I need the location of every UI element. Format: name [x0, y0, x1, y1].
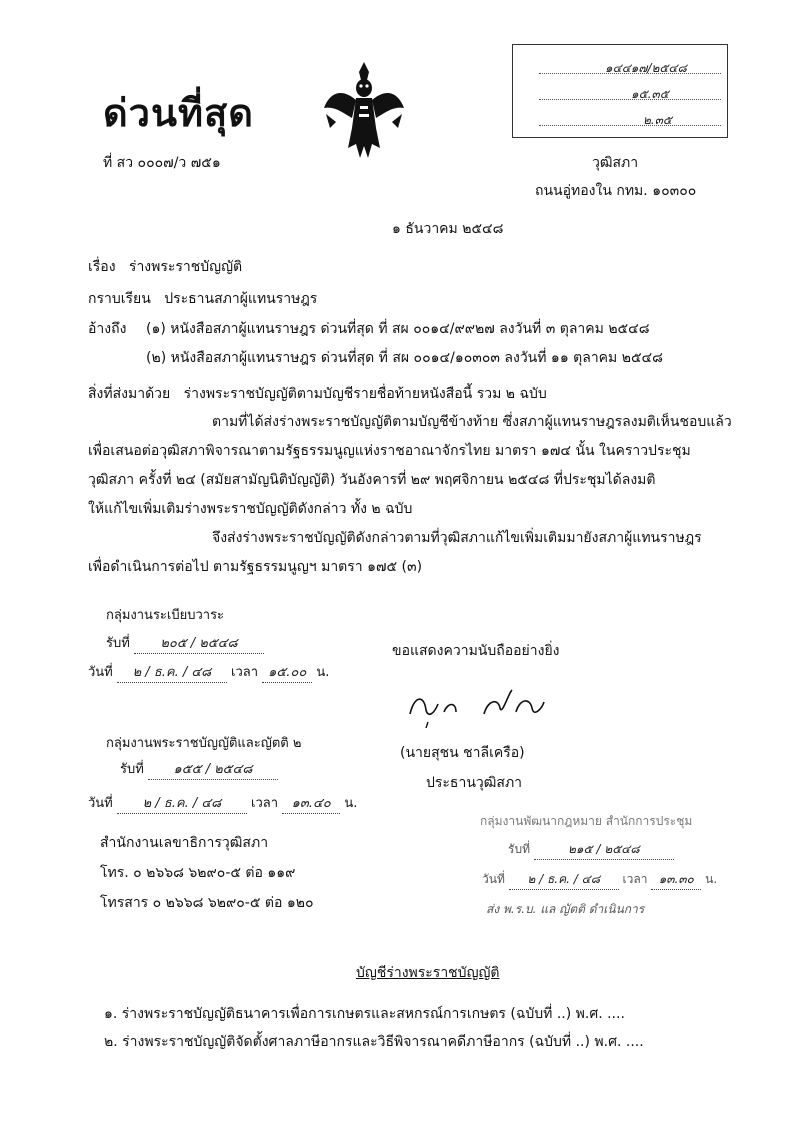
closing-text: ขอแสดงความนับถืออย่างยิ่ง: [392, 643, 560, 659]
office-fax: โทรสาร ๐ ๒๖๖๘ ๖๒๙๐-๕ ต่อ ๑๒๐: [100, 895, 314, 911]
signature-icon: [404, 684, 564, 728]
stamp3-date-label: วันที่: [482, 872, 505, 886]
sender-org: วุฒิสภา: [592, 155, 639, 171]
stamp1-time-label: เวลา: [231, 665, 259, 680]
reference-label: อ้างถึง: [88, 321, 127, 337]
body-para2-line1: จึงส่งร่างพระราชบัญญัติดังกล่าวตามที่วุฒิสภาแก้ไขเพิ่มเติมมายังสภาผู้แทนราษฎร: [212, 530, 702, 546]
addressee-label: กราบเรียน: [88, 291, 151, 307]
stamp3-time-unit: น.: [705, 872, 718, 886]
addressee-text: ประธานสภาผู้แทนราษฎร: [164, 291, 318, 307]
body-para1-line2: เพื่อเสนอต่อวุฒิสภาพิจารณาตามรัฐธรรมนูญแห่งราชอาณาจักรไทย มาตรา ๑๗๔ นั้น ในคราวประชุม: [88, 443, 691, 459]
reference-item-1: (๑) หนังสือสภาผู้แทนราษฎร ด่วนที่สุด ที่ สผ ๐๐๑๔/๙๙๒๗ ลงวันที่ ๓ ตุลาคม ๒๕๔๘: [146, 321, 650, 337]
bill-list-item: ๒. ร่างพระราชบัญญัติจัดตั้งศาลภาษีอากรและวิธีพิจารณาคดีภาษีอากร (ฉบับที่ ..) พ.ศ. ....: [104, 1034, 644, 1050]
bill-list-heading: บัญชีร่างพระราชบัญญัติ: [356, 965, 500, 981]
body-para2-line2: เพื่อดำเนินการต่อไป ตามรัฐธรรมนูญฯ มาตรา ๑๗๕ (๓): [88, 559, 423, 575]
office-name: สำนักงานเลขาธิการวุฒิสภา: [100, 835, 269, 851]
stamp2-title: กลุ่มงานพระราชบัญญัติและญัตติ ๒: [106, 736, 302, 751]
reference-number: ที่ สว ๐๐๐๗/ว ๗๕๑: [103, 155, 221, 171]
stamp3-receive-label: รับที่: [508, 842, 530, 856]
receipt-stamp-number: ๑๔๔๑๗/๒๕๔๘: [605, 61, 687, 75]
stamp2-date-label: วันที่: [88, 796, 113, 811]
receipt-stamp: [512, 44, 728, 138]
body-para1-line3: วุฒิสภา ครั้งที่ ๒๔ (สมัยสามัญนิติบัญญัติ) วันอังคารที่ ๒๙ พฤศจิกายน ๒๕๔๘ ที่ประชุมได้ลงมติ: [88, 472, 656, 488]
stamp3-receive-row: [508, 840, 674, 860]
stamp1-receive-value: ๒๐๕ / ๒๕๔๘: [134, 632, 264, 654]
letter-date: ๑ ธันวาคม ๒๕๔๘: [392, 221, 504, 237]
stamp1-time-value: ๑๕.๐๐: [262, 661, 312, 683]
stamp2-time-value: ๑๓.๔๐: [282, 792, 340, 814]
stamp1-time-unit: น.: [316, 665, 330, 680]
subject-label: เรื่อง: [88, 259, 116, 275]
stamp3-title: กลุ่มงานพัฒนากฎหมาย สำนักการประชุม: [480, 814, 693, 828]
stamp2-date-value: ๒ / ธ.ค. / ๔๘: [117, 792, 247, 814]
signer-title: ประธานวุฒิสภา: [426, 775, 523, 791]
stamp3-receive-value: ๒๑๕ / ๒๕๔๘: [534, 840, 674, 860]
addressee-line: [88, 288, 317, 310]
enclosure-text: ร่างพระราชบัญญัติตามบัญชีรายชื่อท้ายหนังสือนี้ รวม ๒ ฉบับ: [183, 386, 547, 402]
receipt-stamp-extra: ๒.๓๕: [643, 113, 673, 127]
subject-text: ร่างพระราชบัญญัติ: [128, 259, 243, 275]
stamp1-receive-row: [106, 632, 264, 654]
body-para1-line1: ตามที่ได้ส่งร่างพระราชบัญญัติตามบัญชีข้างท้าย ซึ่งสภาผู้แทนราษฎรลงมติเห็นชอบแล้ว: [212, 414, 732, 430]
enclosure-label: สิ่งที่ส่งมาด้วย: [88, 386, 171, 402]
stamp3-date-value: ๒ / ธ.ค. / ๔๘: [509, 870, 619, 890]
stamp2-receive-value: ๑๕๕ / ๒๕๔๘: [148, 758, 278, 780]
stamp3-time-value: ๑๓.๓๐: [651, 870, 701, 890]
urgency-heading: ด่วนที่สุด: [103, 91, 254, 135]
stamp3-time-label: เวลา: [622, 872, 648, 886]
stamp2-date-row: [88, 792, 357, 814]
stamp3-date-row: [482, 870, 717, 890]
stamp2-receive-label: รับที่: [120, 762, 144, 777]
body-para1-line4: ให้แก้ไขเพิ่มเติมร่างพระราชบัญญัติดังกล่าว ทั้ง ๒ ฉบับ: [88, 501, 413, 517]
stamp2-time-unit: น.: [344, 796, 358, 811]
office-phone: โทร. ๐ ๒๖๖๘ ๖๒๙๐-๕ ต่อ ๑๑๙: [100, 865, 296, 881]
stamp1-receive-label: รับที่: [106, 636, 130, 651]
enclosure-line: [88, 383, 547, 405]
reference-item-2: (๒) หนังสือสภาผู้แทนราษฎร ด่วนที่สุด ที่ สผ ๐๐๑๔/๑๐๓๐๓ ลงวันที่ ๑๑ ตุลาคม ๒๕๔๘: [146, 350, 663, 366]
stamp3-note: ส่ง พ.ร.บ. แล ญัตติ ดำเนินการ: [486, 902, 645, 916]
signer-name: (นายสุชน ชาลีเครือ): [400, 745, 525, 761]
stamp1-date-row: [88, 661, 329, 683]
stamp1-date-value: ๒ / ธ.ค. / ๔๘: [117, 661, 227, 683]
subject-line: [88, 256, 242, 278]
stamp1-title: กลุ่มงานระเบียบวาระ: [106, 608, 225, 623]
bill-list-item: ๑. ร่างพระราชบัญญัติธนาคารเพื่อการเกษตรและสหกรณ์การเกษตร (ฉบับที่ ..) พ.ศ. ....: [104, 1006, 625, 1022]
stamp2-receive-row: [120, 758, 278, 780]
stamp1-date-label: วันที่: [88, 665, 113, 680]
stamp2-time-label: เวลา: [251, 796, 279, 811]
garuda-emblem-icon: [322, 58, 406, 166]
receipt-stamp-time: ๑๕.๓๕: [631, 87, 669, 101]
sender-address: ถนนอู่ทองใน กทม. ๑๐๓๐๐: [535, 183, 697, 199]
